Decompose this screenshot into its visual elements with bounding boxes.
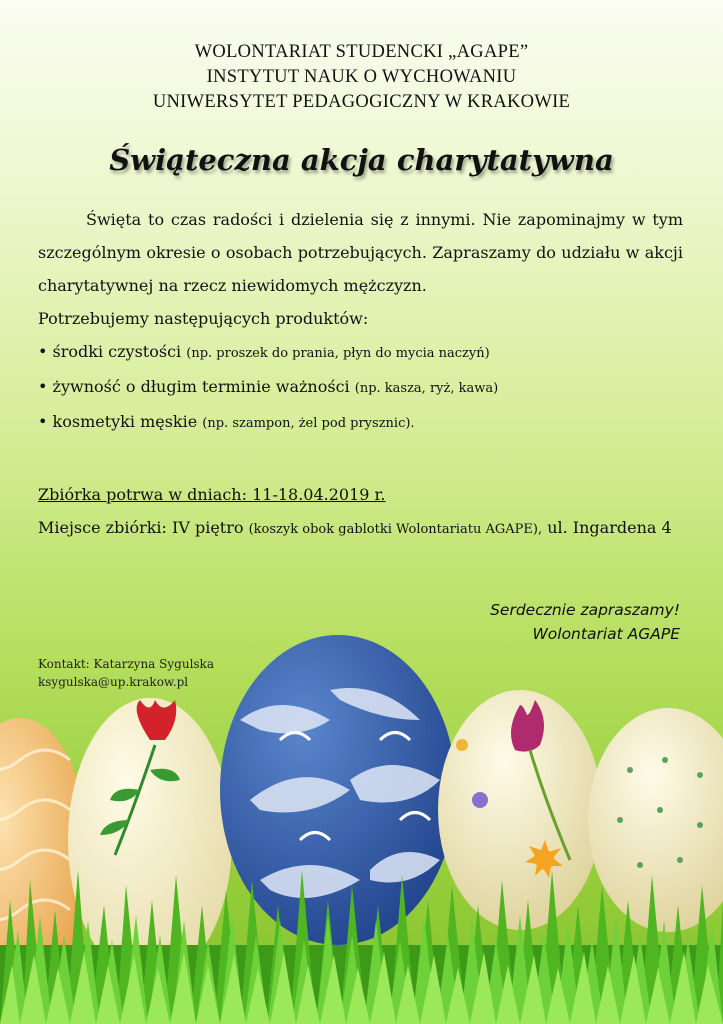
tulip-egg	[438, 690, 602, 930]
poster-title: Świąteczna akcja charytatywna	[109, 143, 614, 177]
announcement-body	[38, 203, 683, 440]
organization-header	[0, 40, 723, 115]
collection-info	[38, 478, 683, 546]
item-name: • żywność o długim terminie ważności	[38, 377, 350, 396]
header-line-1: WOLONTARIAT STUDENCKI „AGAPE”	[194, 42, 529, 62]
blue-egg	[220, 635, 456, 945]
item-detail: (np. szampon, żel pod prysznic).	[202, 416, 415, 431]
header-line-3: UNIWERSYTET PEDAGOGICZNY W KRAKOWIE	[152, 92, 571, 112]
item-name: • środki czystości	[38, 342, 182, 361]
place-label: Miejsce zbiórki: IV piętro	[38, 518, 244, 537]
list-item	[38, 335, 683, 370]
list-item	[38, 405, 683, 440]
signoff-line-1: Serdecznie zapraszamy!	[490, 601, 680, 619]
header-line-2: INSTYTUT NAUK O WYCHOWANIU	[206, 67, 517, 87]
contact-email: ksygulska@up.krakow.pl	[38, 675, 189, 689]
collection-place	[38, 511, 683, 546]
needed-items-list	[38, 335, 683, 440]
place-address: ul. Ingardena 4	[547, 518, 672, 537]
item-name: • kosmetyki męskie	[38, 412, 198, 431]
signoff-line-2: Wolontariat AGAPE	[532, 625, 680, 643]
intro-paragraph: Święta to czas radości i dzielenia się z innymi. Nie zapominajmy w tym szczególnym okresie o osobach potrzebujących. Zapraszamy do udziału w akcji charytatywnej na rzecz niewidomych mężczyzn.	[38, 210, 683, 295]
list-item	[38, 370, 683, 405]
needs-label: Potrzebujemy następujących produktów:	[38, 309, 369, 328]
item-detail: (np. kasza, ryż, kawa)	[354, 381, 499, 396]
easter-eggs-illustration	[0, 620, 723, 1024]
contact-name: Kontakt: Katarzyna Sygulska	[38, 657, 214, 671]
collection-dates: Zbiórka potrwa w dniach: 11-18.04.2019 r.	[38, 485, 386, 504]
item-detail: (np. proszek do prania, płyn do mycia naczyń)	[186, 346, 490, 361]
place-detail: (koszyk obok gablotki Wolontariatu AGAPE),	[248, 522, 543, 537]
